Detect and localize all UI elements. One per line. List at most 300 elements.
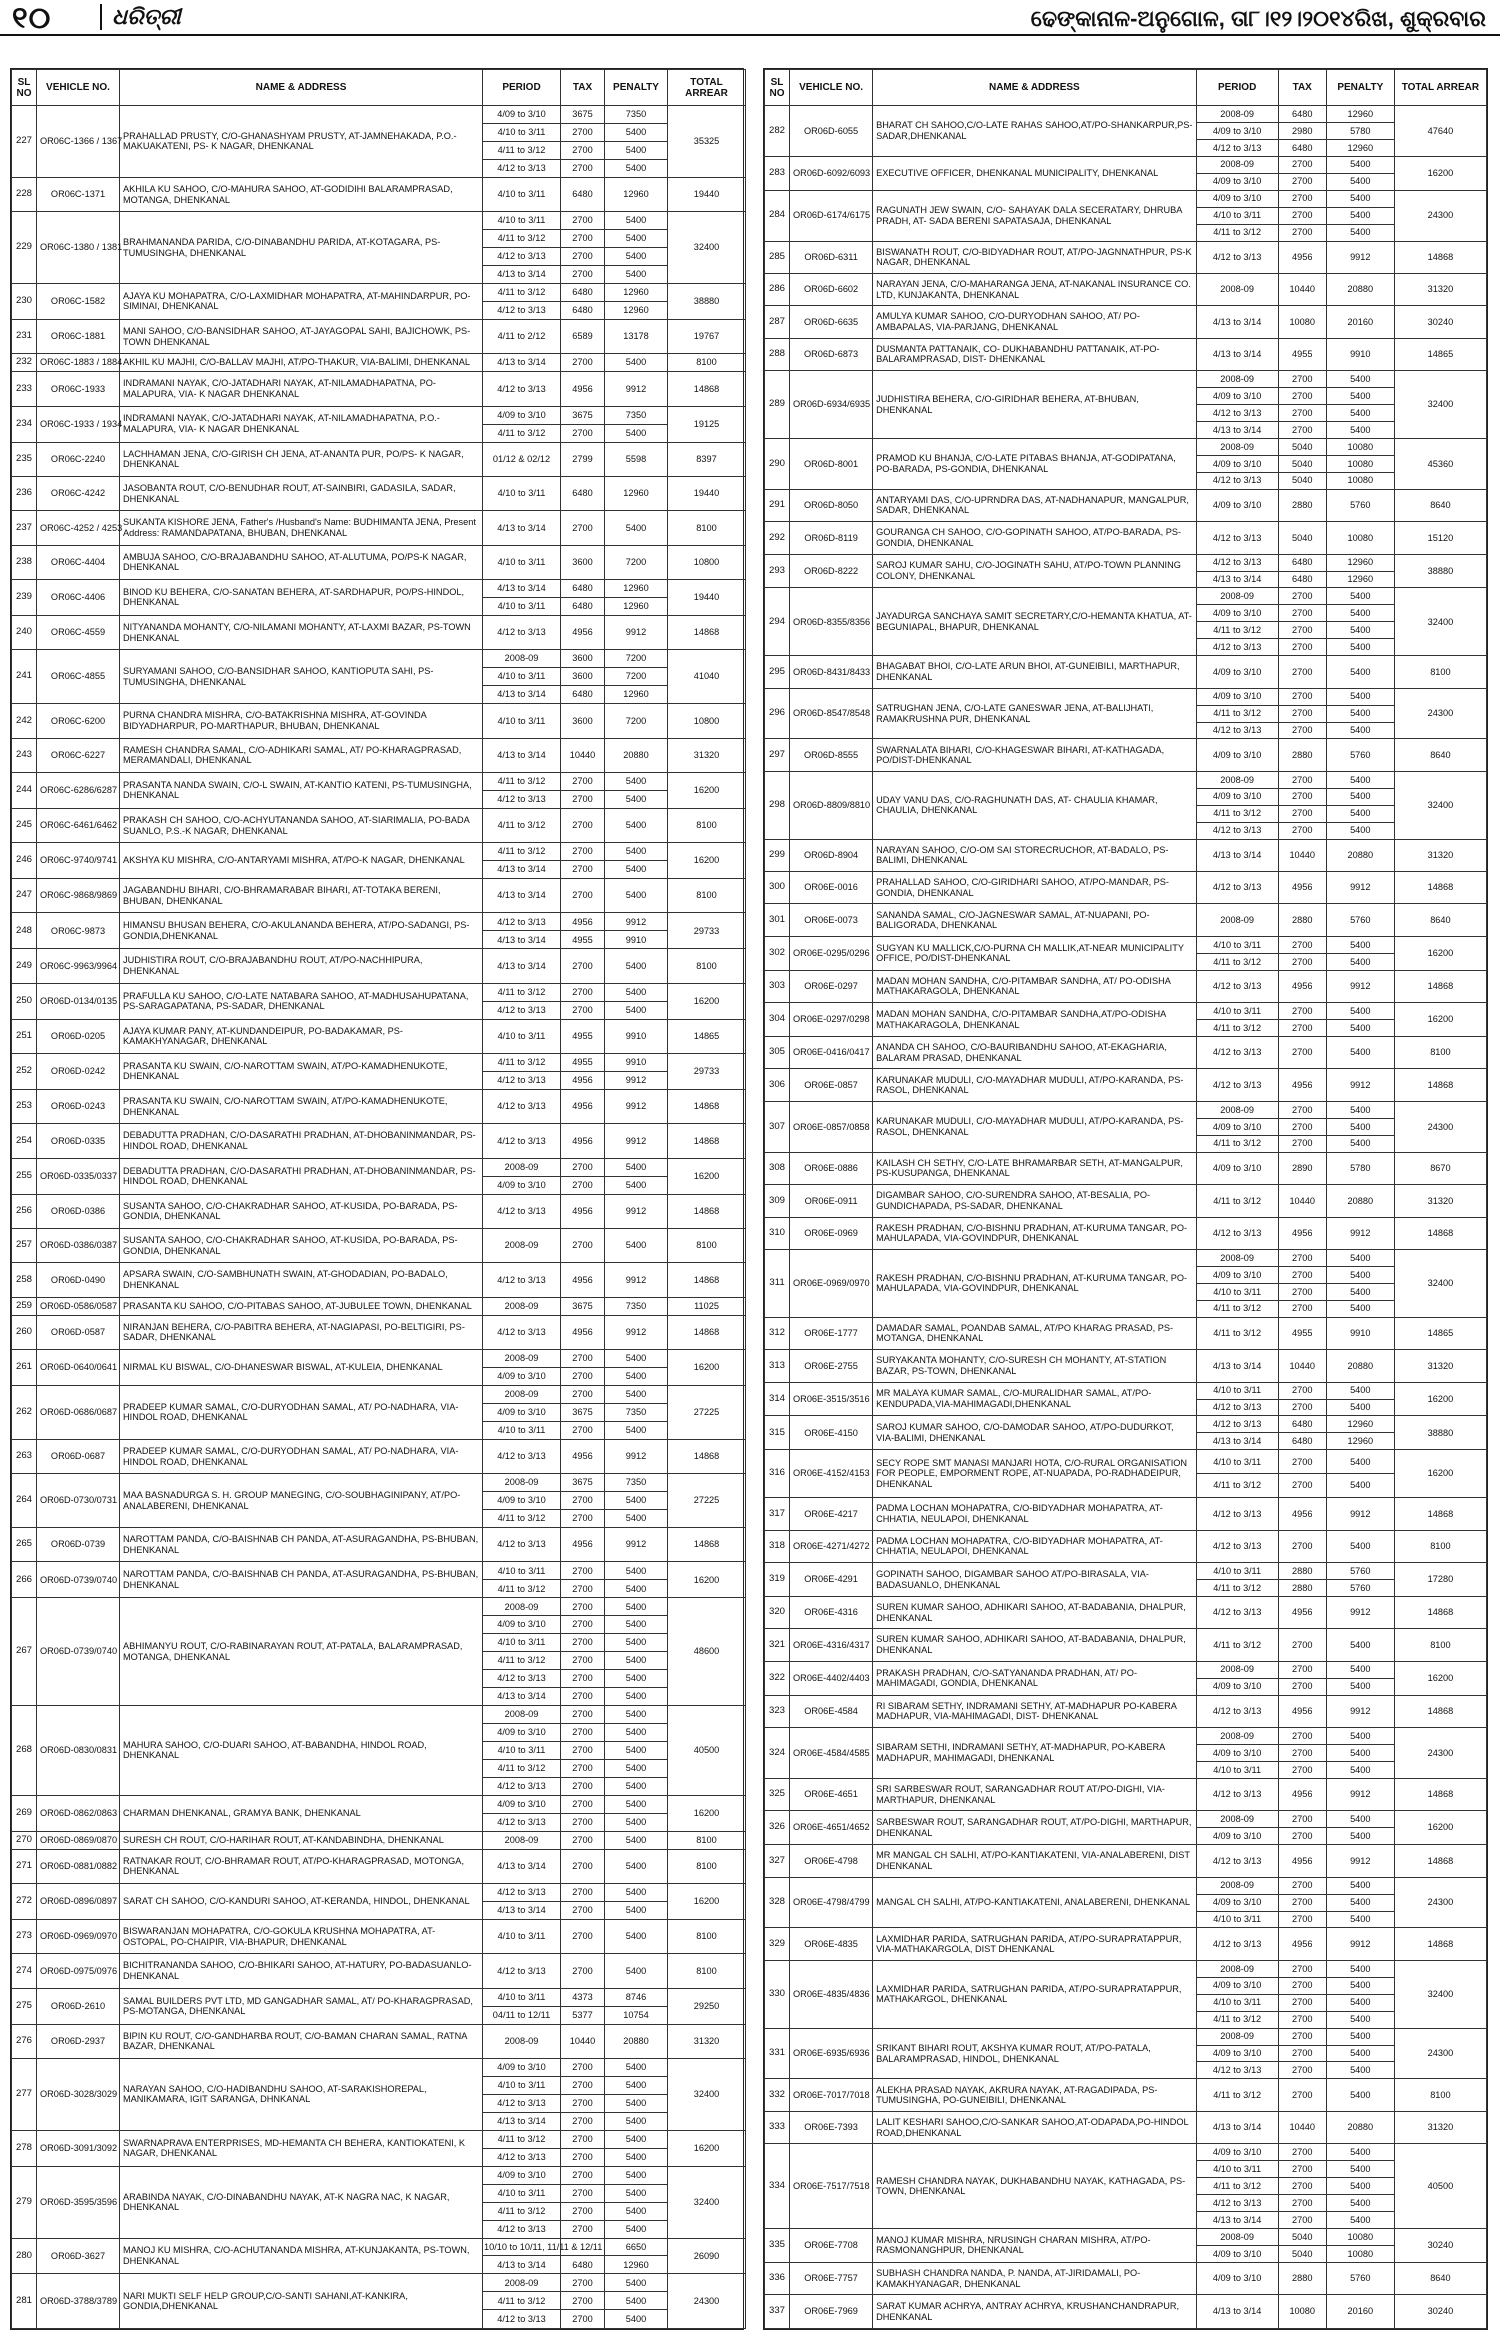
period: 4/09 to 3/10 — [1196, 1745, 1278, 1762]
col-header-sl: SL NO — [12, 70, 37, 106]
penalty-amount: 12960 — [1326, 1416, 1394, 1433]
period: 4/10 to 3/11 — [483, 597, 561, 615]
serial-number: 312 — [765, 1317, 790, 1349]
tax-amount: 2700 — [561, 266, 605, 284]
tax-amount: 2700 — [561, 2274, 605, 2292]
owner-name-address: LALIT KESHARI SAHOO,C/O-SANKAR SAHOO,AT-ODAPADA,PO-HINDOL ROAD,DHENKANAL — [873, 2111, 1196, 2143]
vehicle-number: OR06D-0881/0882 — [37, 1849, 120, 1883]
total-arrear: 26090 — [668, 2238, 746, 2274]
serial-number: 262 — [12, 1385, 37, 1439]
penalty-amount: 5400 — [605, 1954, 668, 1988]
penalty-amount: 5400 — [1326, 605, 1394, 622]
penalty-amount: 5400 — [1326, 1249, 1394, 1266]
owner-name-address: SUBHASH CHANDRA NANDA, P. NANDA, AT-JIRIDAMALI, PO-KAMAKHYANAGAR, DHENKANAL — [873, 2262, 1196, 2294]
table-row — [765, 2079, 1487, 2111]
total-arrear: 30240 — [1394, 306, 1486, 338]
penalty-amount: 5400 — [1326, 656, 1394, 688]
serial-number: 257 — [12, 1228, 37, 1262]
period: 4/11 to 3/12 — [483, 808, 561, 842]
period: 4/13 to 3/14 — [483, 2256, 561, 2274]
period: 4/11 to 3/12 — [1196, 1474, 1278, 1498]
tax-amount: 4955 — [561, 1019, 605, 1053]
period: 4/12 to 3/13 — [483, 790, 561, 808]
owner-name-address: SIBARAM SETHI, INDRAMANI SETHY, AT-MADHAPUR, PO-KABERA MADHAPUR, MAHIMAGADI, DHENKANAL — [873, 1728, 1196, 1779]
tax-amount: 2700 — [561, 2058, 605, 2076]
vehicle-number: OR06E-3515/3516 — [790, 1382, 873, 1416]
table-row — [12, 704, 746, 738]
period: 2008-09 — [483, 650, 561, 668]
total-arrear: 32400 — [668, 2166, 746, 2238]
tax-amount: 4956 — [1278, 1596, 1326, 1628]
vehicle-number: OR06E-7969 — [790, 2295, 873, 2329]
tax-amount: 2700 — [561, 1421, 605, 1439]
penalty-amount: 5400 — [1326, 1894, 1394, 1911]
total-arrear: 15120 — [1394, 522, 1486, 554]
tax-amount: 6480 — [561, 177, 605, 211]
tax-amount: 2700 — [1278, 722, 1326, 739]
period: 4/09 to 3/10 — [1196, 173, 1278, 190]
serial-number: 246 — [12, 843, 37, 879]
owner-name-address: RATNAKAR ROUT, C/O-BHRAMAR ROUT, AT/PO-KHARAGPRASAD, MOTONGA, DHENKANAL — [120, 1849, 483, 1883]
owner-name-address: RAKESH PRADHAN, C/O-BISHNU PRADHAN, AT-KURUMA TANGAR, PO-MAHULAPADA, VIA-GOVINDPUR, DHENKANAL — [873, 1249, 1196, 1317]
penalty-amount: 9912 — [605, 615, 668, 649]
tax-amount: 2700 — [1278, 2045, 1326, 2062]
period: 4/12 to 3/13 — [1196, 1399, 1278, 1416]
vehicle-number: OR06E-7708 — [790, 2228, 873, 2262]
penalty-amount: 20880 — [1326, 1350, 1394, 1382]
table-row — [12, 1831, 746, 1849]
table-row — [12, 1849, 746, 1883]
total-arrear: 31320 — [1394, 273, 1486, 305]
total-arrear: 30240 — [1394, 2295, 1486, 2329]
vehicle-number: OR06E-0969 — [790, 1217, 873, 1249]
period: 4/11 to 3/12 — [1196, 1185, 1278, 1217]
owner-name-address: LAXMIDHAR PARIDA, SATRUGHAN PARIDA, AT/PO-SURAPRATAPPUR, VIA-MATHAKARGOLA, DIST DHENKANAL — [873, 1928, 1196, 1960]
penalty-amount: 9912 — [1326, 1498, 1394, 1530]
serial-number: 319 — [765, 1563, 790, 1597]
tax-amount: 4956 — [561, 615, 605, 649]
tax-amount: 6480 — [561, 284, 605, 302]
tax-amount: 2880 — [1278, 904, 1326, 936]
owner-name-address: SURYAKANTA MOHANTY, C/O-SURESH CH MOHANTY, AT-STATION BAZAR, PS-TOWN, DHENKANAL — [873, 1350, 1196, 1382]
period: 4/12 to 3/13 — [1196, 1530, 1278, 1562]
table-row — [12, 212, 746, 230]
serial-number: 289 — [765, 371, 790, 439]
vehicle-number: OR06D-2937 — [37, 2024, 120, 2058]
total-arrear: 8100 — [668, 879, 746, 913]
table-row — [765, 2028, 1487, 2045]
owner-name-address: PADMA LOCHAN MOHAPATRA, C/O-BIDYADHAR MOHAPATRA, AT-CHHATIA, NEULAPOI, DHENKANAL — [873, 1498, 1196, 1530]
tax-amount: 5040 — [1278, 455, 1326, 472]
tax-amount: 2700 — [561, 1598, 605, 1616]
serial-number: 336 — [765, 2262, 790, 2294]
serial-number: 303 — [765, 970, 790, 1002]
serial-number: 241 — [12, 650, 37, 704]
tax-amount: 2880 — [1278, 739, 1326, 771]
total-arrear: 16200 — [668, 1795, 746, 1831]
serial-number: 323 — [765, 1695, 790, 1727]
period: 4/12 to 3/13 — [483, 248, 561, 266]
tax-amount: 2700 — [1278, 771, 1326, 788]
owner-name-address: SARAT CH SAHOO, C/O-KANDURI SAHOO, AT-KERANDA, HINDOL, DHENKANAL — [120, 1884, 483, 1920]
tax-amount: 2700 — [1278, 1300, 1326, 1317]
period: 4/09 to 3/10 — [1196, 605, 1278, 622]
period: 4/13 to 3/14 — [483, 949, 561, 983]
table-row — [765, 489, 1487, 521]
table-row — [765, 2262, 1487, 2294]
vehicle-number: OR06D-8555 — [790, 739, 873, 771]
total-arrear: 31320 — [1394, 1350, 1486, 1382]
penalty-amount: 5400 — [1326, 2028, 1394, 2045]
tax-amount: 2700 — [1278, 371, 1326, 388]
tax-amount: 2700 — [561, 808, 605, 842]
period: 4/13 to 3/14 — [483, 354, 561, 372]
penalty-amount: 5400 — [1326, 2062, 1394, 2079]
vehicle-number: OR06C-2240 — [37, 442, 120, 476]
period: 4/12 to 3/13 — [483, 301, 561, 319]
owner-name-address: MAA BASNADURGA S. H. GROUP MANEGING, C/O-SOUBHAGINIPANY, AT/PO-ANALABERENI, DHENKANAL — [120, 1474, 483, 1528]
tax-amount: 2700 — [1278, 1037, 1326, 1069]
penalty-amount: 9912 — [1326, 1069, 1394, 1101]
tax-amount: 2700 — [561, 1741, 605, 1759]
serial-number: 240 — [12, 615, 37, 649]
tax-amount: 2700 — [1278, 2195, 1326, 2212]
vehicle-number: OR06D-8904 — [790, 839, 873, 871]
serial-number: 229 — [12, 212, 37, 284]
total-arrear: 24300 — [1394, 2028, 1486, 2079]
serial-number: 335 — [765, 2228, 790, 2262]
period: 2008-09 — [483, 1831, 561, 1849]
col-header-tax: TAX — [561, 70, 605, 106]
owner-name-address: DAMADAR SAMAL, POANDAB SAMAL, AT/PO KHARAG PRASAD, PS- MOTANGA, DHENKANAL — [873, 1317, 1196, 1349]
period: 4/10 to 3/11 — [1196, 936, 1278, 953]
penalty-amount: 5400 — [605, 1777, 668, 1795]
vehicle-number: OR06D-0335/0337 — [37, 1158, 120, 1194]
owner-name-address: SUREN KUMAR SAHOO, ADHIKARI SAHOO, AT-BADABANIA, DHALPUR, DHENKANAL — [873, 1629, 1196, 1661]
period: 4/11 to 3/12 — [1196, 805, 1278, 822]
vehicle-number: OR06C-9963/9964 — [37, 949, 120, 983]
serial-number: 255 — [12, 1158, 37, 1194]
total-arrear: 30240 — [1394, 2228, 1486, 2262]
table-row — [765, 1217, 1487, 1249]
serial-number: 291 — [765, 489, 790, 521]
penalty-amount: 5400 — [605, 141, 668, 159]
tax-amount: 2700 — [1278, 173, 1326, 190]
penalty-amount: 5400 — [605, 511, 668, 545]
penalty-amount: 5400 — [605, 1228, 668, 1262]
table-row — [765, 1382, 1487, 1399]
tax-amount: 4956 — [561, 1439, 605, 1473]
owner-name-address: SUKANTA KISHORE JENA, Father's /Husband's Name: BUDHIMANTA JENA, Present Address: RAMANDAPATANA, BHUBAN, DHENKANAL — [120, 511, 483, 545]
table-row — [765, 1629, 1487, 1661]
penalty-amount: 10080 — [1326, 472, 1394, 489]
tax-amount: 4956 — [561, 1194, 605, 1228]
vehicle-number: OR06C-1366 / 1367 — [37, 106, 120, 178]
owner-name-address: PRADEEP KUMAR SAMAL, C/O-DURYODHAN SAMAL, AT/ PO-NADHARA, VIA-HINDOL ROAD, DHENKANAL — [120, 1385, 483, 1439]
vehicle-number: OR06D-0386 — [37, 1194, 120, 1228]
owner-name-address: MANI SAHOO, C/O-BANSIDHAR SAHOO, AT-JAYAGOPAL SAHI, BAJICHOWK, PS-TOWN DHENKANAL — [120, 319, 483, 353]
period: 2008-09 — [483, 1598, 561, 1616]
penalty-amount: 5400 — [1326, 639, 1394, 656]
tax-amount: 2700 — [561, 1634, 605, 1652]
penalty-amount: 5400 — [605, 861, 668, 879]
tax-amount: 2700 — [1278, 1977, 1326, 1994]
vehicle-number: OR06D-8809/8810 — [790, 771, 873, 839]
penalty-amount: 5400 — [605, 1884, 668, 1902]
table-row — [765, 273, 1487, 305]
period: 4/12 to 3/13 — [1196, 722, 1278, 739]
serial-number: 324 — [765, 1728, 790, 1779]
serial-number: 311 — [765, 1249, 790, 1317]
owner-name-address: MR MALAYA KUMAR SAMAL, C/O-MURALIDHAR SAMAL, AT/PO-KENDUPADA,VIA-MAHIMAGADI,DHENKANAL — [873, 1382, 1196, 1416]
tax-amount: 6480 — [561, 2256, 605, 2274]
tax-amount: 2700 — [1278, 788, 1326, 805]
tax-amount: 3600 — [561, 650, 605, 668]
total-arrear: 16200 — [1394, 1450, 1486, 1498]
penalty-amount: 5400 — [1326, 722, 1394, 739]
serial-number: 233 — [12, 372, 37, 406]
table-row — [12, 2024, 746, 2058]
vehicle-number: OR06C-6227 — [37, 738, 120, 772]
total-arrear: 19440 — [668, 580, 746, 616]
period: 4/09 to 3/10 — [1196, 1118, 1278, 1135]
tax-amount: 2700 — [1278, 1283, 1326, 1300]
penalty-amount: 5400 — [1326, 156, 1394, 173]
vehicle-number: OR06D-0335 — [37, 1124, 120, 1158]
table-row — [12, 372, 746, 406]
penalty-amount: 5400 — [1326, 1037, 1394, 1069]
penalty-amount: 12960 — [1326, 1433, 1394, 1450]
tax-amount: 4956 — [561, 1528, 605, 1562]
tax-amount: 2700 — [1278, 953, 1326, 970]
col-header-tax: TAX — [1278, 70, 1326, 106]
vehicle-number: OR06D-0640/0641 — [37, 1350, 120, 1386]
period: 4/09 to 3/10 — [483, 406, 561, 424]
penalty-amount: 5760 — [1326, 904, 1394, 936]
period: 4/12 to 3/13 — [483, 913, 561, 931]
owner-name-address: NIRMAL KU BISWAL, C/O-DHANESWAR BISWAL, AT-KULEIA, DHENKANAL — [120, 1350, 483, 1386]
penalty-amount: 5780 — [1326, 122, 1394, 139]
period: 4/11 to 3/12 — [1196, 1300, 1278, 1317]
period: 4/13 to 3/14 — [483, 266, 561, 284]
total-arrear: 32400 — [1394, 588, 1486, 656]
serial-number: 332 — [765, 2079, 790, 2111]
penalty-amount: 5400 — [605, 2130, 668, 2148]
tax-amount: 5040 — [1278, 2245, 1326, 2262]
total-arrear: 24300 — [1394, 688, 1486, 739]
penalty-amount: 5400 — [1326, 1828, 1394, 1845]
period: 4/12 to 3/13 — [1196, 1416, 1278, 1433]
vehicle-number: OR06D-6055 — [790, 106, 873, 157]
serial-number: 264 — [12, 1474, 37, 1528]
total-arrear: 31320 — [668, 738, 746, 772]
penalty-amount: 5400 — [605, 1724, 668, 1742]
owner-name-address: INDRAMANI NAYAK, C/O-JATADHARI NAYAK, AT-NILAMADHAPATNA, P.O.-MALAPURA, VIA- K NAGAR DHENKANAL — [120, 406, 483, 442]
tax-amount: 2700 — [561, 2310, 605, 2329]
penalty-amount: 5400 — [605, 2220, 668, 2238]
tax-amount: 2700 — [561, 1813, 605, 1831]
period: 4/10 to 3/11 — [1196, 2161, 1278, 2178]
total-arrear: 16200 — [1394, 156, 1486, 190]
table-row — [765, 2228, 1487, 2245]
period: 4/09 to 3/10 — [1196, 2144, 1278, 2161]
table-row — [12, 1054, 746, 1072]
penalty-amount: 10080 — [1326, 2228, 1394, 2245]
tax-amount: 3600 — [561, 545, 605, 579]
tax-amount: 2700 — [561, 248, 605, 266]
penalty-amount: 5400 — [605, 843, 668, 861]
vehicle-number: OR06D-3028/3029 — [37, 2058, 120, 2130]
penalty-amount: 5400 — [1326, 822, 1394, 839]
tax-amount: 4956 — [1278, 872, 1326, 904]
penalty-amount: 20880 — [1326, 2111, 1394, 2143]
period: 4/11 to 3/12 — [1196, 1580, 1278, 1597]
penalty-amount: 5400 — [1326, 1300, 1394, 1317]
period: 2008-09 — [1196, 904, 1278, 936]
period: 4/09 to 3/10 — [1196, 489, 1278, 521]
penalty-amount: 5400 — [605, 808, 668, 842]
total-arrear: 8100 — [668, 808, 746, 842]
owner-name-address: ANTARYAMI DAS, C/O-UPRNDRA DAS, AT-NADHANAPUR, MANGALPUR, SADAR, DHENKANAL — [873, 489, 1196, 521]
tax-amount: 10440 — [561, 738, 605, 772]
table-row — [765, 1811, 1487, 1828]
penalty-amount: 7350 — [605, 106, 668, 124]
vehicle-number: OR06D-3595/3596 — [37, 2166, 120, 2238]
period: 4/12 to 3/13 — [1196, 822, 1278, 839]
tax-amount: 2700 — [1278, 588, 1326, 605]
table-row — [765, 1037, 1487, 1069]
tax-amount: 6480 — [1278, 554, 1326, 571]
period: 4/10 to 3/11 — [483, 212, 561, 230]
tax-amount: 4373 — [561, 1988, 605, 2006]
table-row — [12, 1228, 746, 1262]
vehicle-number: OR06D-6934/6935 — [790, 371, 873, 439]
tax-amount: 2700 — [561, 1759, 605, 1777]
penalty-amount: 5400 — [605, 1421, 668, 1439]
penalty-amount: 5400 — [605, 266, 668, 284]
vehicle-number: OR06D-6174/6175 — [790, 190, 873, 241]
owner-name-address: BISWARANJAN MOHAPATRA, C/O-GOKULA KRUSHNA MOHAPATRA, AT-OSTOPAL, PO-CHAIPIR, VIA-BHAPUR, DHENKANAL — [120, 1919, 483, 1953]
period: 4/11 to 3/12 — [1196, 2011, 1278, 2028]
period: 4/13 to 3/14 — [1196, 422, 1278, 439]
period: 4/12 to 3/13 — [483, 1001, 561, 1019]
tax-amount: 2700 — [1278, 1994, 1326, 2011]
period: 2008-09 — [483, 1350, 561, 1368]
total-arrear: 14868 — [1394, 241, 1486, 273]
period: 4/09 to 3/10 — [1196, 1266, 1278, 1283]
penalty-amount: 9912 — [1326, 1928, 1394, 1960]
penalty-amount: 20880 — [1326, 839, 1394, 871]
penalty-amount: 5400 — [605, 1902, 668, 1920]
tax-amount: 6480 — [1278, 571, 1326, 588]
penalty-amount: 5400 — [605, 1492, 668, 1510]
table-row — [12, 879, 746, 913]
tax-amount: 6480 — [561, 597, 605, 615]
penalty-amount: 5400 — [1326, 788, 1394, 805]
period: 2008-09 — [1196, 106, 1278, 123]
table-row — [765, 1416, 1487, 1433]
period: 4/13 to 3/14 — [483, 879, 561, 913]
serial-number: 325 — [765, 1778, 790, 1810]
page-header — [0, 0, 1500, 36]
total-arrear: 32400 — [668, 212, 746, 284]
owner-name-address: NAROTTAM PANDA, C/O-BAISHNAB CH PANDA, AT-ASURAGANDHA, PS-BHUBAN, DHENKANAL — [120, 1528, 483, 1562]
tax-amount: 2890 — [1278, 1152, 1326, 1184]
penalty-amount: 10080 — [1326, 455, 1394, 472]
penalty-amount: 5400 — [605, 1510, 668, 1528]
period: 2008-09 — [483, 1158, 561, 1176]
total-arrear: 14868 — [668, 1263, 746, 1297]
total-arrear: 16200 — [668, 2130, 746, 2166]
period: 4/11 to 3/12 — [483, 230, 561, 248]
penalty-amount: 5400 — [1326, 1283, 1394, 1300]
tax-amount: 2700 — [1278, 190, 1326, 207]
penalty-amount: 7200 — [605, 545, 668, 579]
table-row — [765, 839, 1487, 871]
period: 4/12 to 3/13 — [1196, 554, 1278, 571]
period: 2008-09 — [1196, 156, 1278, 173]
penalty-amount: 5400 — [605, 1350, 668, 1368]
total-arrear: 16200 — [1394, 936, 1486, 970]
period: 4/10 to 3/11 — [1196, 1003, 1278, 1020]
total-arrear: 8670 — [1394, 1152, 1486, 1184]
serial-number: 253 — [12, 1089, 37, 1123]
period: 4/13 to 3/14 — [1196, 1433, 1278, 1450]
tax-amount: 2700 — [561, 2130, 605, 2148]
penalty-amount: 12960 — [1326, 139, 1394, 156]
vehicle-number: OR06C-4252 / 4253 — [37, 511, 120, 545]
penalty-amount: 5400 — [605, 1580, 668, 1598]
period: 2008-09 — [1196, 1728, 1278, 1745]
table-row — [765, 2295, 1487, 2329]
serial-number: 272 — [12, 1884, 37, 1920]
serial-number: 304 — [765, 1003, 790, 1037]
period: 01/12 & 02/12 — [483, 442, 561, 476]
total-arrear: 8100 — [1394, 1530, 1486, 1562]
vehicle-number: OR06E-7757 — [790, 2262, 873, 2294]
owner-name-address: JAYADURGA SANCHAYA SAMIT SECRETARY,C/O-HEMANTA KHATUA, AT-BEGUNIAPAL, BHAPUR, DHENKANAL — [873, 588, 1196, 656]
penalty-amount: 12960 — [605, 580, 668, 598]
period: 4/11 to 2/12 — [483, 319, 561, 353]
tax-amount: 2700 — [1278, 1877, 1326, 1894]
tax-amount: 2700 — [561, 1849, 605, 1883]
tax-amount: 2700 — [1278, 1118, 1326, 1135]
tax-amount: 2700 — [561, 212, 605, 230]
tax-amount: 2700 — [1278, 1678, 1326, 1695]
tax-amount: 10440 — [1278, 1350, 1326, 1382]
total-arrear: 16200 — [668, 1562, 746, 1598]
period: 4/12 to 3/13 — [483, 615, 561, 649]
total-arrear: 38880 — [1394, 554, 1486, 588]
vehicle-number: OR06D-8431/8433 — [790, 656, 873, 688]
newspaper-logo: ଧରିତ୍ରୀ — [100, 4, 181, 30]
period: 4/11 to 3/12 — [483, 1580, 561, 1598]
owner-name-address: SAROJ KUMAR SAHOO, C/O-DAMODAR SAHOO, AT/PO-DUDURKOT, VIA-BALIMI, DHENKANAL — [873, 1416, 1196, 1450]
table-row — [12, 1598, 746, 1616]
tax-amount: 4956 — [1278, 1928, 1326, 1960]
owner-name-address: KAILASH CH SETHY, C/O-LATE BHRAMARBAR SETH, AT-MANGALPUR, PS-KUSUPANGA, DHENKANAL — [873, 1152, 1196, 1184]
penalty-amount: 5400 — [605, 1759, 668, 1777]
serial-number: 268 — [12, 1706, 37, 1796]
serial-number: 260 — [12, 1315, 37, 1349]
total-arrear: 32400 — [1394, 371, 1486, 439]
penalty-amount: 5400 — [605, 1652, 668, 1670]
tax-amount: 2700 — [1278, 405, 1326, 422]
page-number: ୧୦ — [12, 2, 52, 35]
period: 4/11 to 3/12 — [483, 1652, 561, 1670]
serial-number: 331 — [765, 2028, 790, 2079]
penalty-amount: 5400 — [1326, 622, 1394, 639]
